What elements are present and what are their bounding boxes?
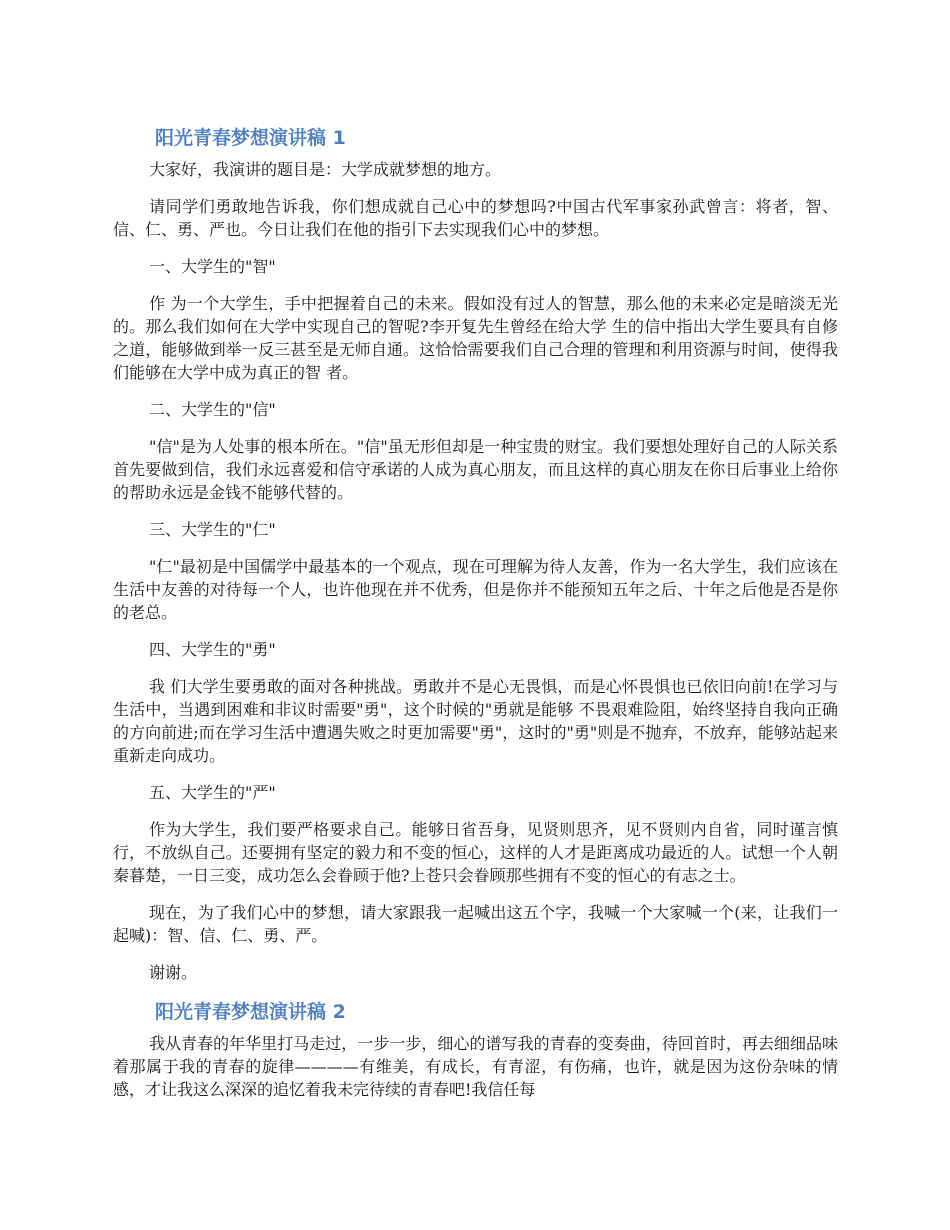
section-heading-strictness: 五、大学生的"严" (149, 783, 276, 802)
paragraph-trust: "信"是为人处事的根本所在。"信"虽无形但却是一种宝贵的财宝。我们要想处理好自己的人际关系首先要做到信，我们永远喜爱和信守承诺的人成为真心朋友，而且这样的真心朋友在你日后事业上给你的帮助永远是金钱不能够代替的。 (113, 437, 838, 502)
speech-2-title: 阳光青春梦想演讲稿 2 (155, 1001, 346, 1023)
paragraph-call-to-action: 现在，为了我们心中的梦想，请大家跟我一起喊出这五个字，我喊一个大家喊一个(来，让我们一起喊)：智、信、仁、勇、严。 (113, 903, 838, 945)
paragraph-benevolence: "仁"最初是中国儒学中最基本的一个观点，现在可理解为待人友善，作为一名大学生，我们应该在生活中友善的对待每一个人，也许他现在并不优秀，但是你并不能预知五年之后、十年之后他是否是你的老总。 (113, 557, 838, 622)
speech-1-title: 阳光青春梦想演讲稿 1 (155, 127, 346, 149)
section-heading-trust: 二、大学生的"信" (149, 400, 276, 419)
section-heading-courage: 四、大学生的"勇" (149, 640, 276, 659)
document-body (113, 124, 838, 1115)
paragraph-youth: 我从青春的年华里打马走过，一步一步，细心的谱写我的青春的变奏曲，待回首时，再去细细品味着那属于我的青春的旋律————有维美，有成长，有青涩，有伤痛，也许，就是因为这份杂味的情感，才让我这么深深的追忆着我未完待续的青春吧!我信任每 (113, 1034, 838, 1099)
paragraph-wisdom: 作 为一个大学生，手中把握着自己的未来。假如没有过人的智慧，那么他的未来必定是暗淡无光的。那么我们如何在大学中实现自己的智呢?李开复先生曾经在给大学 生的信中指出大学生要具有自修之道，能够做到举一反三甚至是无师自通。这恰恰需要我们自己合理的管理和利用资源与时间，使得我们能够在大学中成为真正的智 者。 (113, 294, 838, 382)
paragraph-strictness: 作为大学生，我们要严格要求自己。能够日省吾身，见贤则思齐，见不贤则内自省，同时谨言慎行，不放纵自己。还要拥有坚定的毅力和不变的恒心，这样的人才是距离成功最近的人。试想一个人朝秦暮楚，一日三变，成功怎么会眷顾于他?上苍只会眷顾那些拥有不变的恒心的有志之士。 (113, 820, 838, 885)
paragraph-thanks: 谢谢。 (149, 963, 198, 982)
paragraph-greeting: 大家好，我演讲的题目是：大学成就梦想的地方。 (149, 160, 502, 179)
section-heading-benevolence: 三、大学生的"仁" (149, 520, 276, 539)
paragraph-intro: 请同学们勇敢地告诉我，你们想成就自己心中的梦想吗?中国古代军事家孙武曾言：将者，智、信、仁、勇、严也。今日让我们在他的指引下去实现我们心中的梦想。 (113, 197, 838, 239)
paragraph-courage: 我 们大学生要勇敢的面对各种挑战。勇敢并不是心无畏惧，而是心怀畏惧也已依旧向前!在学习与生活中，当遇到困难和非议时需要"勇"，这个时候的"勇就是能够 不畏艰难险阻，始终坚持自我向正确的方向前进;而在学习生活中遭遇失败之时更加需要"勇"，这时的"勇"则是不抛弃，不放弃，能够站起来重新走向成功。 (113, 677, 838, 765)
section-heading-wisdom: 一、大学生的"智" (149, 257, 276, 276)
